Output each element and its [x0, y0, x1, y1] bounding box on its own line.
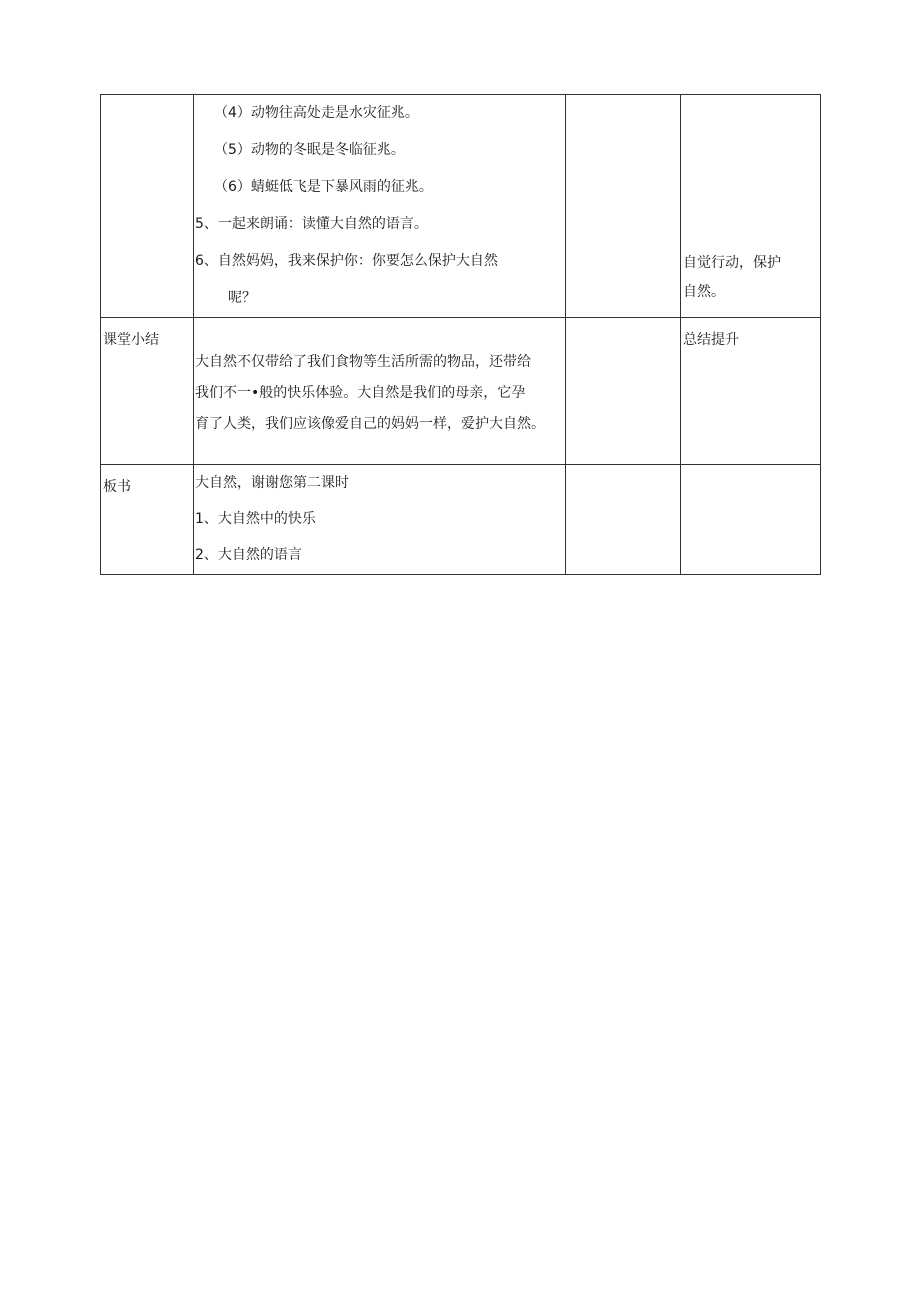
list-item: 呢？	[228, 290, 256, 306]
label-cell	[101, 465, 194, 575]
board-line: 大自然，谢谢您第二课时	[195, 475, 349, 491]
label-cell	[101, 95, 194, 318]
label-cell	[101, 318, 194, 465]
row-label: 板书	[103, 479, 131, 495]
blank-cell	[681, 465, 821, 575]
summary-line: 我们不一•般的快乐体验。大自然是我们的母亲，它孕	[195, 385, 526, 401]
summary-line: 育了人类，我们应该像爱自己的妈妈一样，爱护大自然。	[195, 416, 545, 432]
list-item: （4）动物往高处走是水灾征兆。	[214, 105, 419, 121]
content-cell	[194, 318, 566, 465]
note-line: 自觉行动，保护	[683, 255, 781, 271]
list-item: （5）动物的冬眠是冬临征兆。	[214, 142, 405, 158]
table-row	[101, 95, 821, 318]
list-item: 6、自然妈妈，我来保护你：你要怎么保护大自然	[195, 253, 498, 269]
notes-cell	[681, 95, 821, 318]
lesson-plan-table	[100, 94, 821, 575]
blank-cell	[566, 318, 681, 465]
list-item: 5、一起来朗诵：读懂大自然的语言。	[195, 216, 428, 232]
table-row	[101, 318, 821, 465]
content-cell	[194, 465, 566, 575]
board-line: 2、大自然的语言	[195, 547, 302, 563]
blank-cell	[566, 465, 681, 575]
row-label: 课堂小结	[103, 332, 159, 348]
blank-cell	[566, 95, 681, 318]
list-item: （6）蜻蜓低飞是下暴风雨的征兆。	[214, 179, 433, 195]
table-row	[101, 465, 821, 575]
note-line: 总结提升	[683, 332, 739, 348]
notes-cell	[681, 318, 821, 465]
content-cell	[194, 95, 566, 318]
note-line: 自然。	[683, 284, 725, 300]
board-line: 1、大自然中的快乐	[195, 511, 316, 527]
summary-line: 大自然不仅带给了我们食物等生活所需的物品，还带给	[195, 354, 531, 370]
